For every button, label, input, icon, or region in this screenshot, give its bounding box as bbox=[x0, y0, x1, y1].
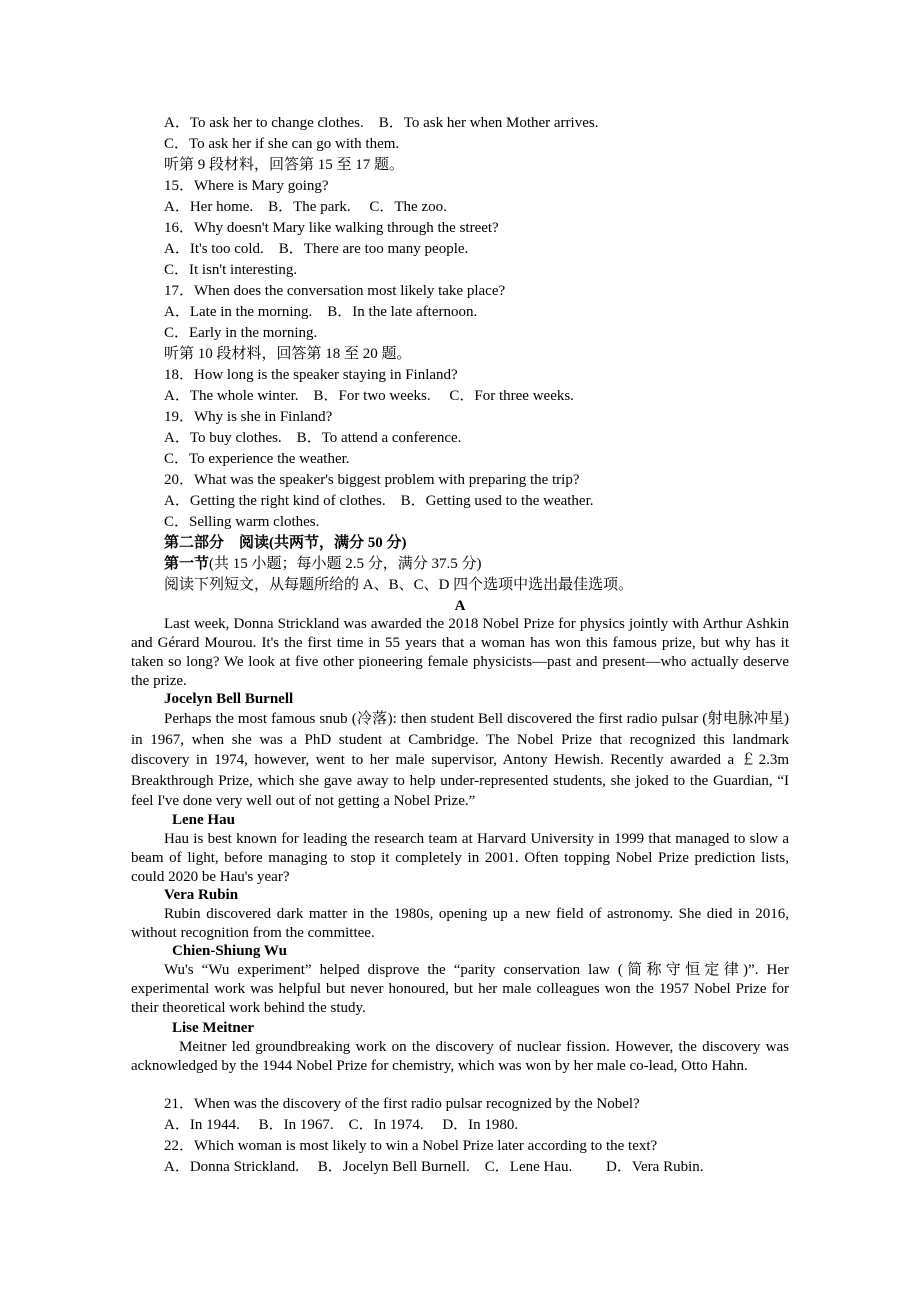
heading-wu: Chien-Shiung Wu bbox=[172, 943, 287, 959]
passage-intro-text: Last week, Donna Strickland was awarded the 2018 Nobel Prize for physics jointly with Arthur Ashkin and Gérard Mourou. It's the first time in 55 years that a woman has won this famous prize, but why has it taken so long? We look at five other pioneering female physicists—past and present—who actually deserve the prize. bbox=[131, 616, 789, 689]
q20-options-ab: A．Getting the right kind of clothes. B．Getting used to the weather. bbox=[164, 493, 594, 509]
q18-options: A．The whole winter. B．For two weeks. C．For three weeks. bbox=[164, 388, 574, 404]
section-10-heading: 听第 10 段材料，回答第 18 至 20 题。 bbox=[164, 346, 412, 362]
heading-rubin: Vera Rubin bbox=[164, 887, 239, 903]
question-20: 20．What was the speaker's biggest problem with preparing the trip? bbox=[164, 472, 580, 488]
heading-bell: Jocelyn Bell Burnell bbox=[164, 691, 294, 707]
question-15: 15．Where is Mary going? bbox=[164, 178, 329, 194]
paragraph-hau bbox=[131, 830, 789, 887]
q19-option-c: C．To experience the weather. bbox=[164, 451, 350, 467]
q17-options-ab: A．Late in the morning. B．In the late afternoon. bbox=[164, 304, 478, 320]
q19-options-ab: A．To buy clothes. B．To attend a conference. bbox=[164, 430, 462, 446]
passage-label: A bbox=[454, 598, 466, 614]
q16-option-c: C．It isn't interesting. bbox=[164, 262, 298, 278]
paragraph-meitner bbox=[131, 1038, 789, 1076]
paragraph-meitner-text: Meitner led groundbreaking work on the discovery of nuclear fission. However, the discovery was acknowledged by the 1944 Nobel Prize for chemistry, which was won by her male co-lead, Otto Hahn. bbox=[131, 1039, 789, 1074]
question-17: 17．When does the conversation most likely take place? bbox=[164, 283, 506, 299]
q22-options: A．Donna Strickland. B．Jocelyn Bell Burnell. C．Lene Hau. D．Vera Rubin. bbox=[164, 1159, 704, 1175]
question-21: 21．When was the discovery of the first radio pulsar recognized by the Nobel? bbox=[164, 1096, 640, 1112]
part-two-title: 第二部分 阅读(共两节，满分 50 分) bbox=[164, 535, 407, 551]
paragraph-rubin-text: Rubin discovered dark matter in the 1980s, opening up a new field of astronomy. She died in 2016, without recognition from the committee. bbox=[131, 906, 789, 941]
paragraph-wu-text: Wu's “Wu experiment” helped disprove the “parity conservation law (简称守恒定律)”. Her experimental work was helpful but never honoured, but her male colleagues won the 1957 Nobel Prize for their theoretical work behind the study. bbox=[131, 962, 789, 1016]
question-16: 16．Why doesn't Mary like walking through the street? bbox=[164, 220, 499, 236]
section-9-heading: 听第 9 段材料，回答第 15 至 17 题。 bbox=[164, 157, 405, 173]
passage-intro bbox=[131, 615, 789, 691]
q14-option-c: C．To ask her if she can go with them. bbox=[164, 136, 400, 152]
reading-instructions: 阅读下列短文，从每题所给的 A、B、C、D 四个选项中选出最佳选项。 bbox=[164, 577, 634, 593]
q17-option-c: C．Early in the morning. bbox=[164, 325, 318, 341]
q20-option-c: C．Selling warm clothes. bbox=[164, 514, 320, 530]
paragraph-bell-text: Perhaps the most famous snub (冷落): then student Bell discovered the first radio pulsar (射电脉冲星) in 1967, when she was a PhD student at Cambridge. The Nobel Prize that recognized this landmark discovery in 1974, however, went to her male supervisor, Antony Hewish. Recently awarded a ￡2.3m Breakthrough Prize, which she gave away to help under-represented students, she joked to the Guardian, “I feel I've done very well out of not getting a Nobel Prize.” bbox=[131, 711, 789, 809]
question-18: 18．How long is the speaker staying in Finland? bbox=[164, 367, 458, 383]
heading-hau: Lene Hau bbox=[172, 812, 235, 828]
paragraph-hau-text: Hau is best known for leading the research team at Harvard University in 1999 that managed to slow a beam of light, before managing to stop it completely in 2001. Often topping Nobel Prize prediction lists, could 2020 be Hau's year? bbox=[131, 831, 789, 885]
section-one-title bbox=[164, 555, 482, 573]
question-22: 22．Which woman is most likely to win a Nobel Prize later according to the text? bbox=[164, 1138, 658, 1154]
section-one-label: 第一节 bbox=[164, 556, 210, 572]
paragraph-rubin bbox=[131, 905, 789, 943]
q15-options: A．Her home. B．The park. C．The zoo. bbox=[164, 199, 447, 215]
section-one-scoring: (共 15 小题；每小题 2.5 分，满分 37.5 分) bbox=[209, 556, 482, 572]
q21-options: A．In 1944. B．In 1967. C．In 1974. D．In 1980. bbox=[164, 1117, 519, 1133]
paragraph-bell bbox=[131, 709, 789, 812]
heading-meitner: Lise Meitner bbox=[172, 1020, 255, 1036]
q16-options-ab: A．It's too cold. B．There are too many people. bbox=[164, 241, 469, 257]
q14-options-ab: A．To ask her to change clothes. B．To ask her when Mother arrives. bbox=[164, 115, 599, 131]
paragraph-wu bbox=[131, 961, 789, 1018]
question-19: 19．Why is she in Finland? bbox=[164, 409, 333, 425]
